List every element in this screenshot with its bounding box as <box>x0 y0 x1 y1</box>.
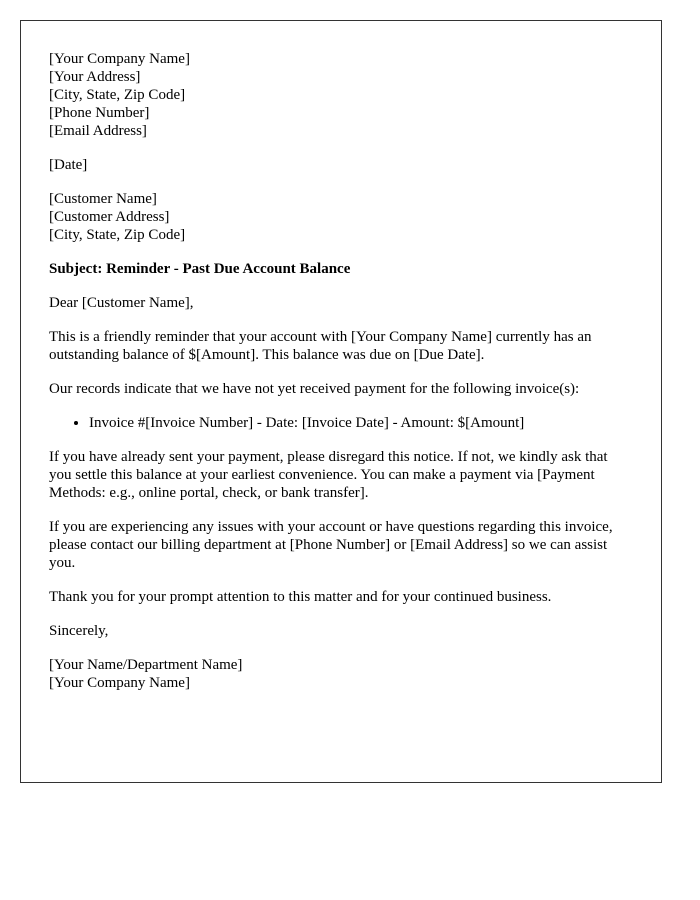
recipient-line: [City, State, Zip Code] <box>49 227 186 243</box>
closing: Sincerely, <box>49 623 109 639</box>
date: [Date] <box>49 157 88 173</box>
signature <box>49 656 633 692</box>
body-paragraph: If you are experiencing any issues with your account or have questions regarding this invoice, please contact our billing department at [Phone Number] or [Email Address] so we can assist you. <box>49 519 613 571</box>
signature-line: [Your Name/Department Name] <box>49 657 243 673</box>
body-paragraph: Our records indicate that we have not yet received payment for the following invoice(s): <box>49 381 580 397</box>
invoice-list <box>49 414 633 432</box>
signature-line: [Your Company Name] <box>49 675 190 691</box>
body-paragraph: If you have already sent your payment, please disregard this notice. If not, we kindly ask that you settle this balance at your earliest convenience. You can make a payment via [Payment Methods: e.g., online portal, check, or bank transfer]. <box>49 449 608 501</box>
salutation: Dear [Customer Name], <box>49 295 194 311</box>
sender-line: [City, State, Zip Code] <box>49 87 186 103</box>
recipient-line: [Customer Address] <box>49 209 170 225</box>
recipient-line: [Customer Name] <box>49 191 157 207</box>
body-paragraph: Thank you for your prompt attention to this matter and for your continued business. <box>49 589 552 605</box>
letter <box>20 20 662 783</box>
sender-line: [Email Address] <box>49 123 147 139</box>
invoice-item: • Invoice #[Invoice Number] - Date: [Invoice Date] - Amount: $[Amount] <box>89 414 633 432</box>
recipient-address <box>49 190 633 244</box>
sender-line: [Your Company Name] <box>49 51 190 67</box>
sender-line: [Your Address] <box>49 69 141 85</box>
body-paragraph: This is a friendly reminder that your account with [Your Company Name] currently has an outstanding balance of $[Amount]. This balance was due on [Due Date]. <box>49 329 592 363</box>
subject: Subject: Reminder - Past Due Account Balance <box>49 261 351 277</box>
sender-address <box>49 50 633 140</box>
sender-line: [Phone Number] <box>49 105 150 121</box>
